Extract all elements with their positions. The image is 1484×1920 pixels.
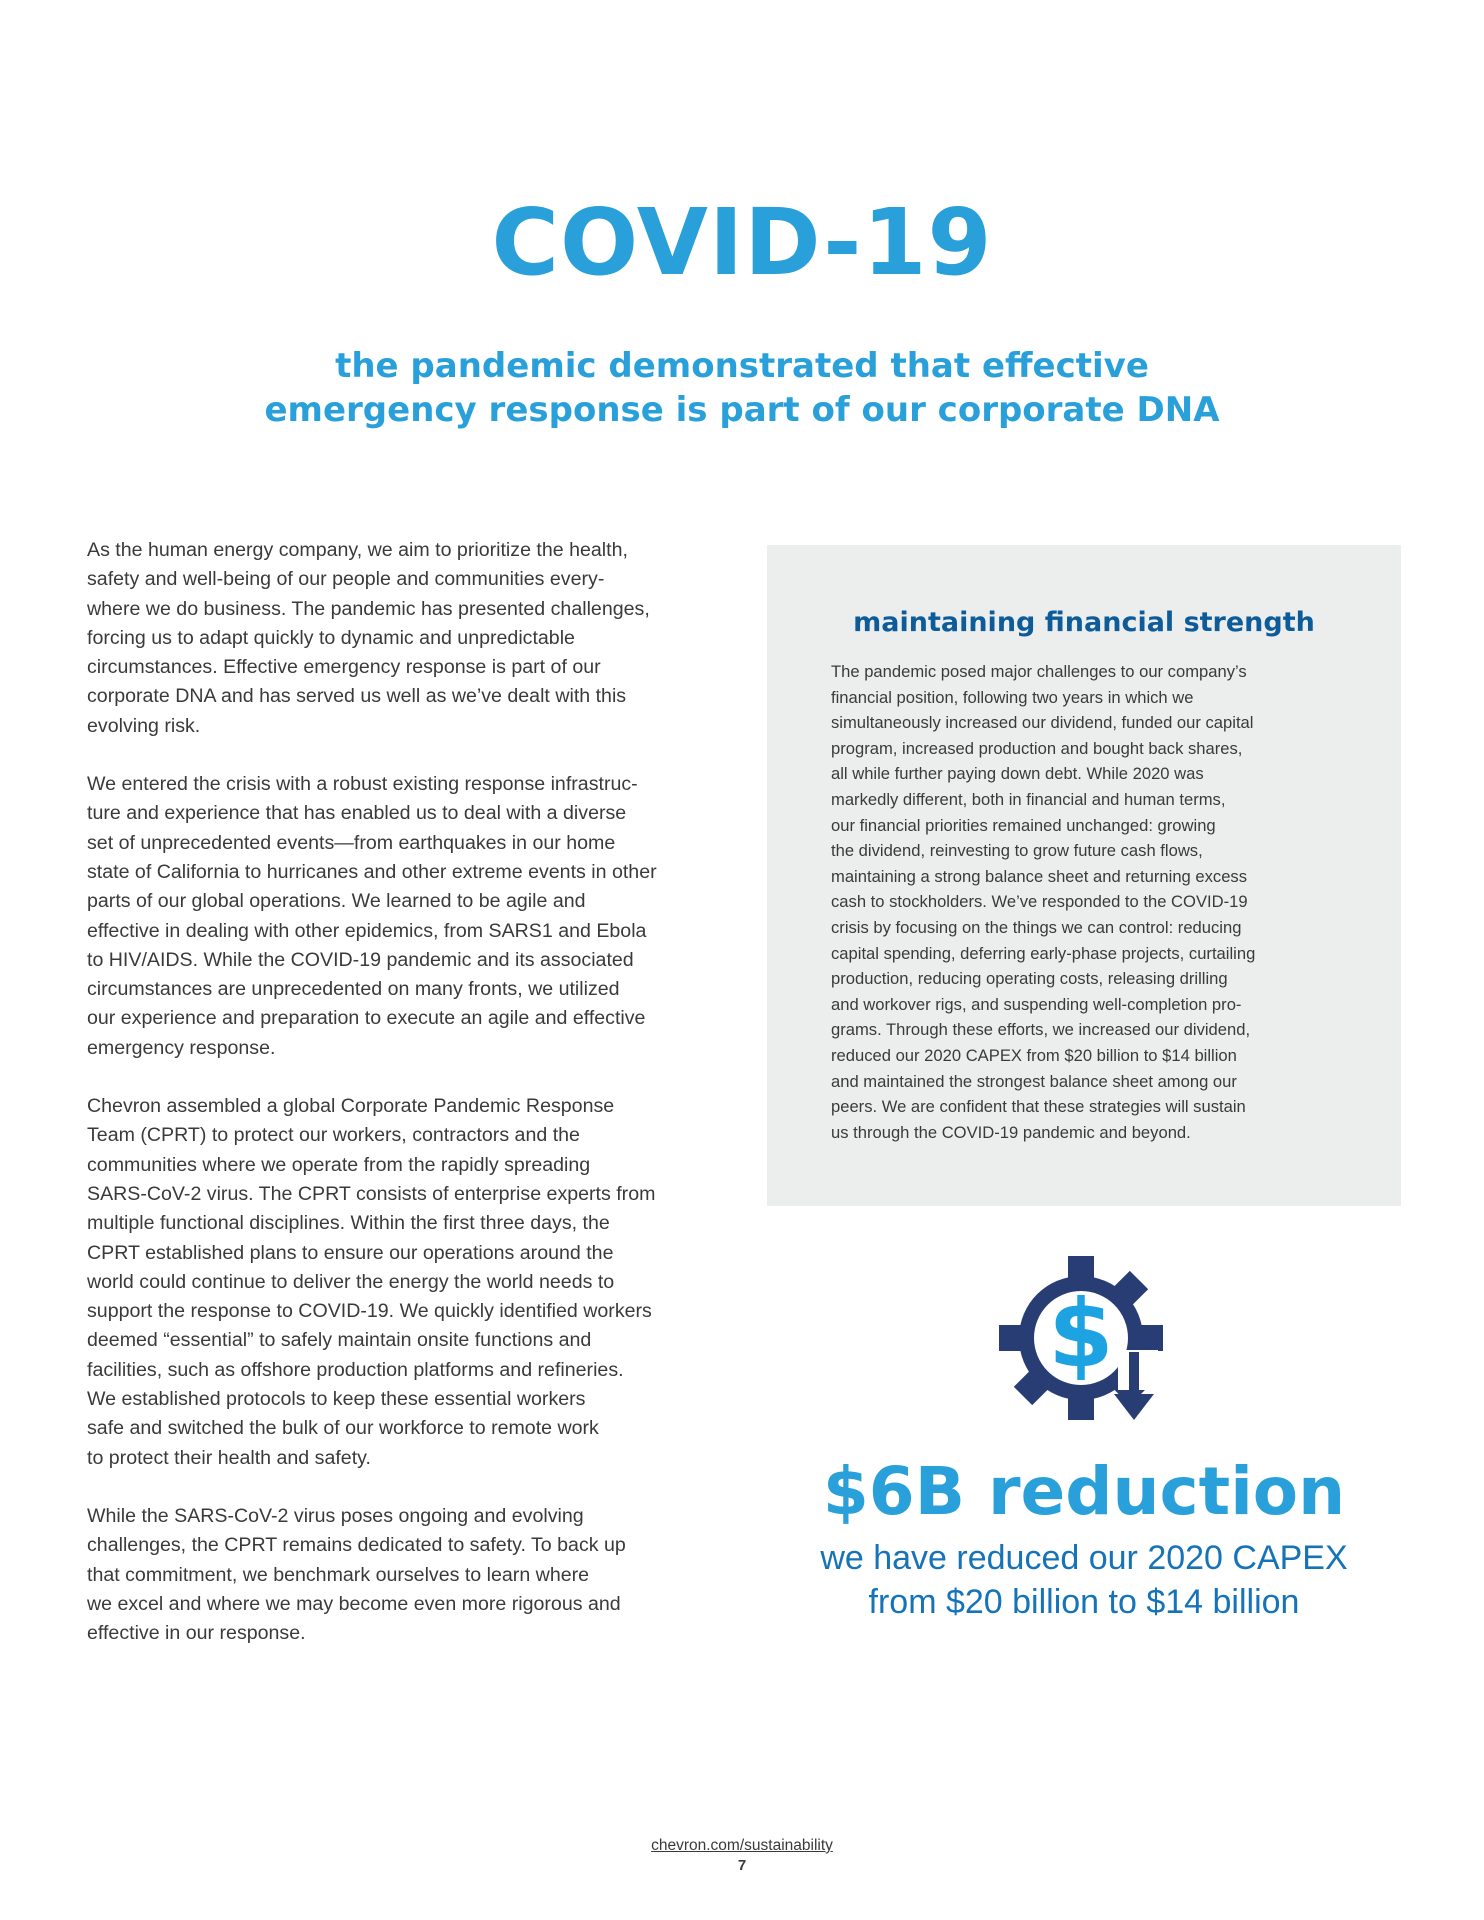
- sidebar-line: crisis by focusing on the things we can control: reducing: [831, 917, 1242, 937]
- body-line: multiple functional disciplines. Within the first three days, the: [87, 1212, 610, 1235]
- body-line: We entered the crisis with a robust existing response infrastruc-: [87, 773, 638, 796]
- body-line: challenges, the CPRT remains dedicated to safety. To back up: [87, 1534, 626, 1557]
- body-line: world could continue to deliver the energy the world needs to: [87, 1270, 615, 1293]
- sidebar-line: the dividend, reinvesting to grow future cash flows,: [831, 841, 1203, 861]
- body-line: effective in our response.: [87, 1622, 306, 1645]
- body-line: safe and switched the bulk of our workforce to remote work: [87, 1417, 599, 1440]
- sidebar-line: capital spending, deferring early-phase projects, curtailing: [831, 943, 1256, 963]
- subtitle-line: emergency response is part of our corporate DNA: [264, 390, 1220, 430]
- sidebar-line: reduced our 2020 CAPEX from $20 billion to $14 billion: [831, 1045, 1237, 1065]
- sidebar-line: our financial priorities remained unchanged: growing: [831, 815, 1216, 835]
- body-line: emergency response.: [87, 1036, 276, 1059]
- sidebar-line: program, increased production and bought back shares,: [831, 738, 1243, 758]
- body-line: Team (CPRT) to protect our workers, contractors and the: [87, 1124, 580, 1147]
- body-paragraph: [87, 770, 727, 1063]
- body-line: to HIV/AIDS. While the COVID-19 pandemic and its associated: [87, 948, 634, 971]
- sidebar-line: all while further paying down debt. While 2020 was: [831, 764, 1204, 784]
- financial-strength-sidebar: [767, 545, 1401, 1206]
- body-paragraph: [87, 536, 727, 741]
- body-line: forcing us to adapt quickly to dynamic and unpredictable: [87, 626, 575, 649]
- body-line: effective in dealing with other epidemics, from SARS1 and Ebola: [87, 919, 647, 942]
- reduction-stat-description: [767, 1536, 1401, 1624]
- sidebar-heading: maintaining financial strength: [853, 607, 1315, 638]
- body-line: Chevron assembled a global Corporate Pandemic Response: [87, 1095, 615, 1118]
- sidebar-line: us through the COVID-19 pandemic and beyond.: [831, 1122, 1191, 1142]
- gear-dollar-down-arrow-icon: [990, 1254, 1180, 1434]
- sidebar-line: markedly different, both in financial and human terms,: [831, 789, 1226, 809]
- body-line: set of unprecedented events—from earthquakes in our home: [87, 831, 616, 854]
- body-line: ture and experience that has enabled us to deal with a diverse: [87, 802, 627, 825]
- stat-desc-line: we have reduced our 2020 CAPEX: [820, 1539, 1348, 1577]
- sidebar-body: [831, 659, 1371, 1145]
- page-subtitle: [0, 344, 1484, 432]
- subtitle-line: the pandemic demonstrated that effective: [335, 346, 1149, 386]
- body-line: where we do business. The pandemic has presented challenges,: [87, 597, 650, 620]
- body-line: circumstances are unprecedented on many fronts, we utilized: [87, 978, 620, 1001]
- dollar-sign-icon: $: [1048, 1280, 1114, 1389]
- body-line: CPRT established plans to ensure our operations around the: [87, 1241, 614, 1264]
- sidebar-line: and workover rigs, and suspending well-completion pro-: [831, 994, 1242, 1014]
- sidebar-line: peers. We are confident that these strategies will sustain: [831, 1097, 1246, 1117]
- body-line: we excel and where we may become even more rigorous and: [87, 1592, 621, 1615]
- body-line: deemed “essential” to safely maintain onsite functions and: [87, 1329, 592, 1352]
- body-line: As the human energy company, we aim to prioritize the health,: [87, 539, 628, 561]
- sidebar-line: The pandemic posed major challenges to our company’s: [831, 662, 1247, 681]
- page-title: COVID-19: [491, 189, 993, 296]
- body-line: circumstances. Effective emergency response is part of our: [87, 656, 601, 679]
- body-paragraph: [87, 1092, 727, 1473]
- body-line: that commitment, we benchmark ourselves to learn where: [87, 1563, 590, 1586]
- body-line: state of California to hurricanes and other extreme events in other: [87, 860, 657, 883]
- body-paragraph: [87, 1502, 727, 1648]
- body-line: support the response to COVID-19. We quickly identified workers: [87, 1300, 652, 1323]
- body-line: safety and well-being of our people and communities every-: [87, 568, 605, 591]
- page-number: 7: [737, 1857, 747, 1874]
- sidebar-line: grams. Through these efforts, we increased our dividend,: [831, 1020, 1251, 1040]
- stat-desc-line: from $20 billion to $14 billion: [868, 1583, 1300, 1621]
- sidebar-line: production, reducing operating costs, releasing drilling: [831, 969, 1228, 989]
- sidebar-line: and maintained the strongest balance sheet among our: [831, 1071, 1237, 1091]
- body-line: SARS-CoV-2 virus. The CPRT consists of enterprise experts from: [87, 1182, 656, 1205]
- body-line: parts of our global operations. We learned to be agile and: [87, 890, 586, 913]
- reduction-stat-value: $6B reduction: [822, 1453, 1346, 1530]
- body-line: facilities, such as offshore production platforms and refineries.: [87, 1358, 624, 1381]
- body-line: While the SARS-CoV-2 virus poses ongoing and evolving: [87, 1504, 584, 1527]
- body-line: corporate DNA and has served us well as we’ve dealt with this: [87, 685, 627, 708]
- body-line: to protect their health and safety.: [87, 1446, 371, 1469]
- sidebar-line: financial position, following two years in which we: [831, 687, 1194, 707]
- footer-website-link[interactable]: chevron.com/sustainability: [651, 1837, 833, 1854]
- sidebar-line: simultaneously increased our dividend, funded our capital: [831, 713, 1254, 733]
- sidebar-line: cash to stockholders. We’ve responded to the COVID-19: [831, 892, 1248, 912]
- sidebar-line: maintaining a strong balance sheet and returning excess: [831, 866, 1248, 886]
- body-line: communities where we operate from the rapidly spreading: [87, 1153, 591, 1176]
- body-line: evolving risk.: [87, 714, 201, 737]
- body-text-column: [87, 536, 727, 1677]
- body-line: our experience and preparation to execute an agile and effective: [87, 1007, 646, 1030]
- body-line: We established protocols to keep these essential workers: [87, 1388, 586, 1411]
